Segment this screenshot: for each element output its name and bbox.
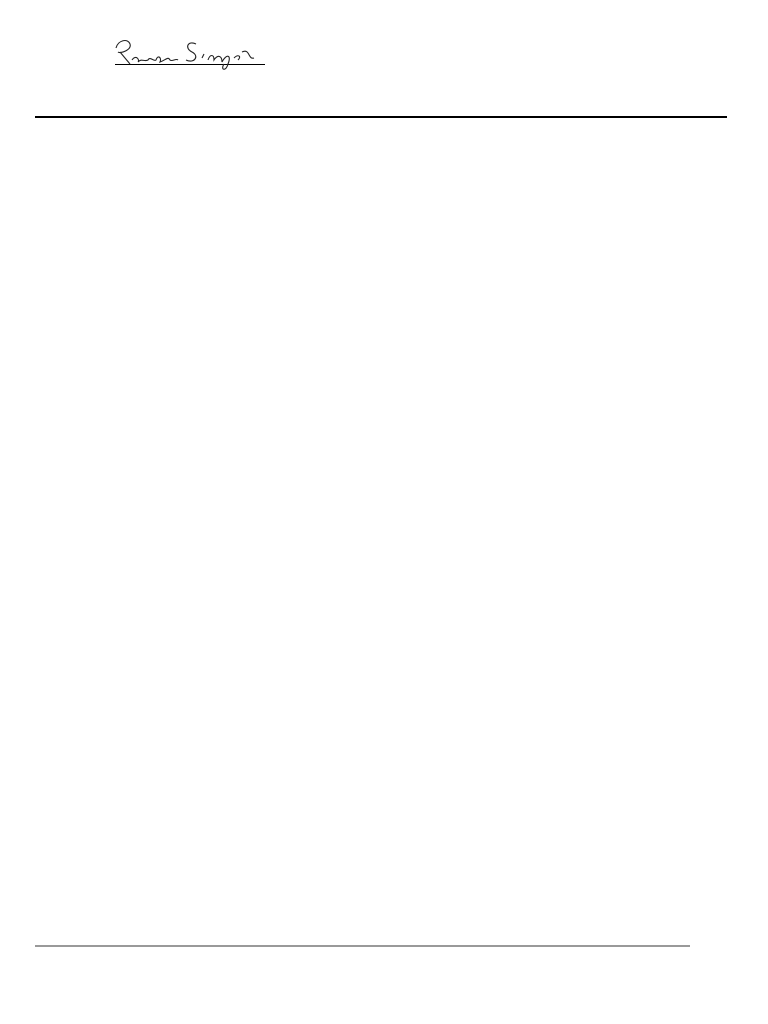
- handwritten-name-signature: [108, 30, 268, 80]
- divider: [35, 945, 690, 947]
- items-table: [35, 116, 727, 118]
